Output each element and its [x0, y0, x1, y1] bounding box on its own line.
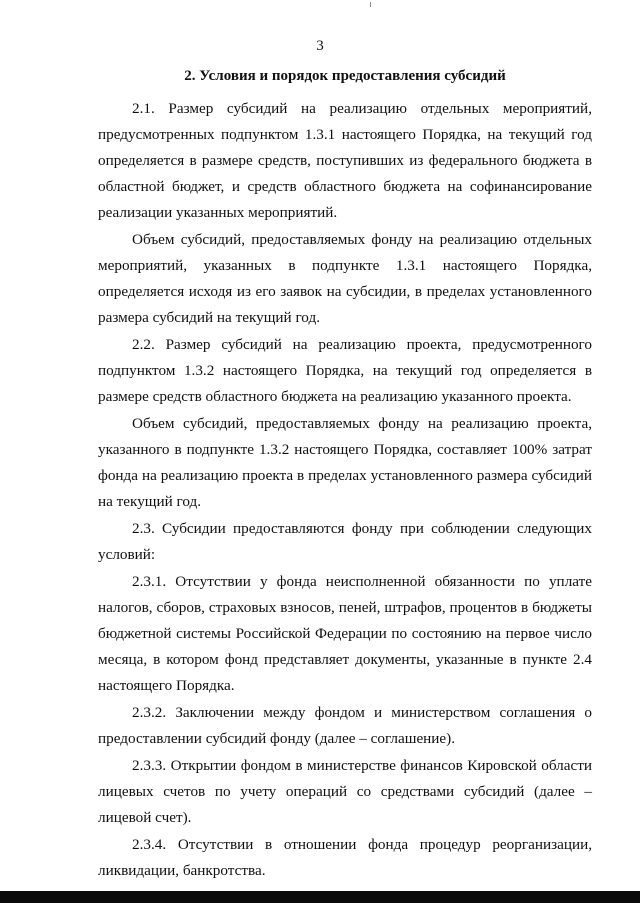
paragraph-2-3-2: 2.3.2. Заключении между фондом и министерством соглашения о предоставлении субсидий фонду (далее – соглашение).: [98, 704, 592, 747]
scan-border-bar: [0, 891, 640, 903]
paragraph-2-2: 2.2. Размер субсидий на реализацию проекта, предусмотренного подпунктом 1.3.2 настоящего Порядка, на текущий год определяется в размере средств областного бюджета на реализацию указанного проекта.: [98, 336, 592, 405]
scan-artifact: [370, 2, 371, 7]
section-heading: 2. Условия и порядок предоставления субсидий: [184, 68, 506, 84]
paragraph-2-3-3: 2.3.3. Открытии фондом в министерстве финансов Кировской области лицевых счетов по учету операций со средствами субсидий (далее – лицевой счет).: [98, 757, 592, 826]
paragraph-subsidy-volume-project: Объем субсидий, предоставляемых фонду на реализацию проекта, указанного в подпункте 1.3.2 настоящего Порядка, составляет 100% затрат фонда на реализацию проекта в пределах установленного размера субсидий на текущий год.: [98, 415, 592, 510]
paragraph-2-3: 2.3. Субсидии предоставляются фонду при соблюдении следующих условий:: [98, 520, 592, 563]
document-body: [98, 96, 592, 885]
paragraph-2-3-1: 2.3.1. Отсутствии у фонда неисполненной обязанности по уплате налогов, сборов, страховых взносов, пеней, штрафов, процентов в бюджеты бюджетной системы Российской Федерации по состоянию на первое число месяца, в котором фонд представляет документы, указанные в пункте 2.4 настоящего Порядка.: [98, 573, 592, 694]
paragraph-subsidy-volume-events: Объем субсидий, предоставляемых фонду на реализацию отдельных мероприятий, указанных в подпункте 1.3.1 настоящего Порядка, определяется исходя из его заявок на субсидии, в пределах установленного размера субсидий на текущий год.: [98, 231, 592, 326]
paragraph-2-1: 2.1. Размер субсидий на реализацию отдельных мероприятий, предусмотренных подпунктом 1.3.1 настоящего Порядка, на текущий год определяется в размере средств, поступивших из федерального бюджета в областной бюджет, и средств областного бюджета на софинансирование реализации указанных мероприятий.: [98, 100, 592, 221]
paragraph-2-3-4: 2.3.4. Отсутствии в отношении фонда процедур реорганизации, ликвидации, банкротства.: [98, 836, 592, 879]
page-number: 3: [316, 38, 324, 54]
